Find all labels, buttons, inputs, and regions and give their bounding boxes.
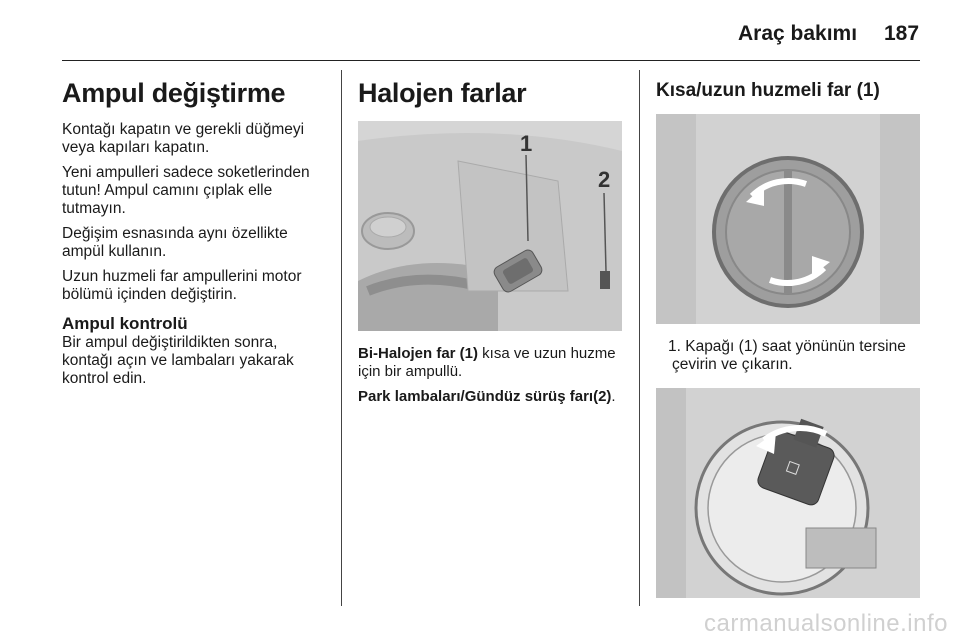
bulb-figure (656, 388, 920, 598)
caption-text: kısa ve uzun huzme için bir ampullü. (358, 345, 616, 380)
column-divider-2 (639, 70, 640, 606)
caption-text: . (611, 388, 616, 405)
figure-label-1: 1 (520, 131, 533, 156)
cover-figure (656, 114, 920, 324)
caption-bold: Bi-Halojen far (1) (358, 345, 479, 362)
section-title: Halojen farlar (358, 78, 527, 108)
section-title: Kısa/uzun huzmeli far (1) (656, 80, 880, 101)
column-3 (656, 70, 920, 598)
headlamp-illustration (358, 121, 622, 331)
step-1: 1. Kapağı (1) saat yönünün tersine çevirin ve çıkarın. (668, 338, 906, 373)
caption-bold: Park lambaları/Gündüz sürüş farı(2) (358, 388, 612, 405)
section-title: Ampul değiştirme (62, 78, 286, 108)
caption-park-lamps (358, 388, 624, 406)
figure-label-2: 2 (598, 167, 611, 192)
subsection-title: Ampul kontrolü (62, 314, 188, 333)
paragraph: Kontağı kapatın ve gerekli düğmeyi veya kapıları kapatın. (62, 121, 305, 156)
bulb-illustration (656, 388, 920, 598)
chapter-title: Araç bakımı (738, 22, 858, 45)
column-divider-1 (341, 70, 342, 606)
watermark: carmanualsonline.info (704, 610, 948, 637)
paragraph: Değişim esnasında aynı özellikte ampül kullanın. (62, 225, 288, 260)
headlamp-figure (358, 121, 622, 331)
caption-bi-halogen (358, 345, 624, 381)
column-1 (62, 70, 324, 395)
paragraph: Bir ampul değiştirildikten sonra, kontağı açın ve lambaları yakarak kontrol edin. (62, 334, 294, 387)
page-number: 187 (884, 22, 920, 45)
cover-illustration (656, 114, 920, 324)
header-rule (62, 60, 920, 61)
paragraph: Uzun huzmeli far ampullerini motor bölümü içinden değiştirin. (62, 268, 302, 303)
column-2 (358, 70, 624, 413)
paragraph: Yeni ampulleri sadece soketlerinden tutun! Ampul camını çıplak elle tutmayın. (62, 164, 310, 217)
